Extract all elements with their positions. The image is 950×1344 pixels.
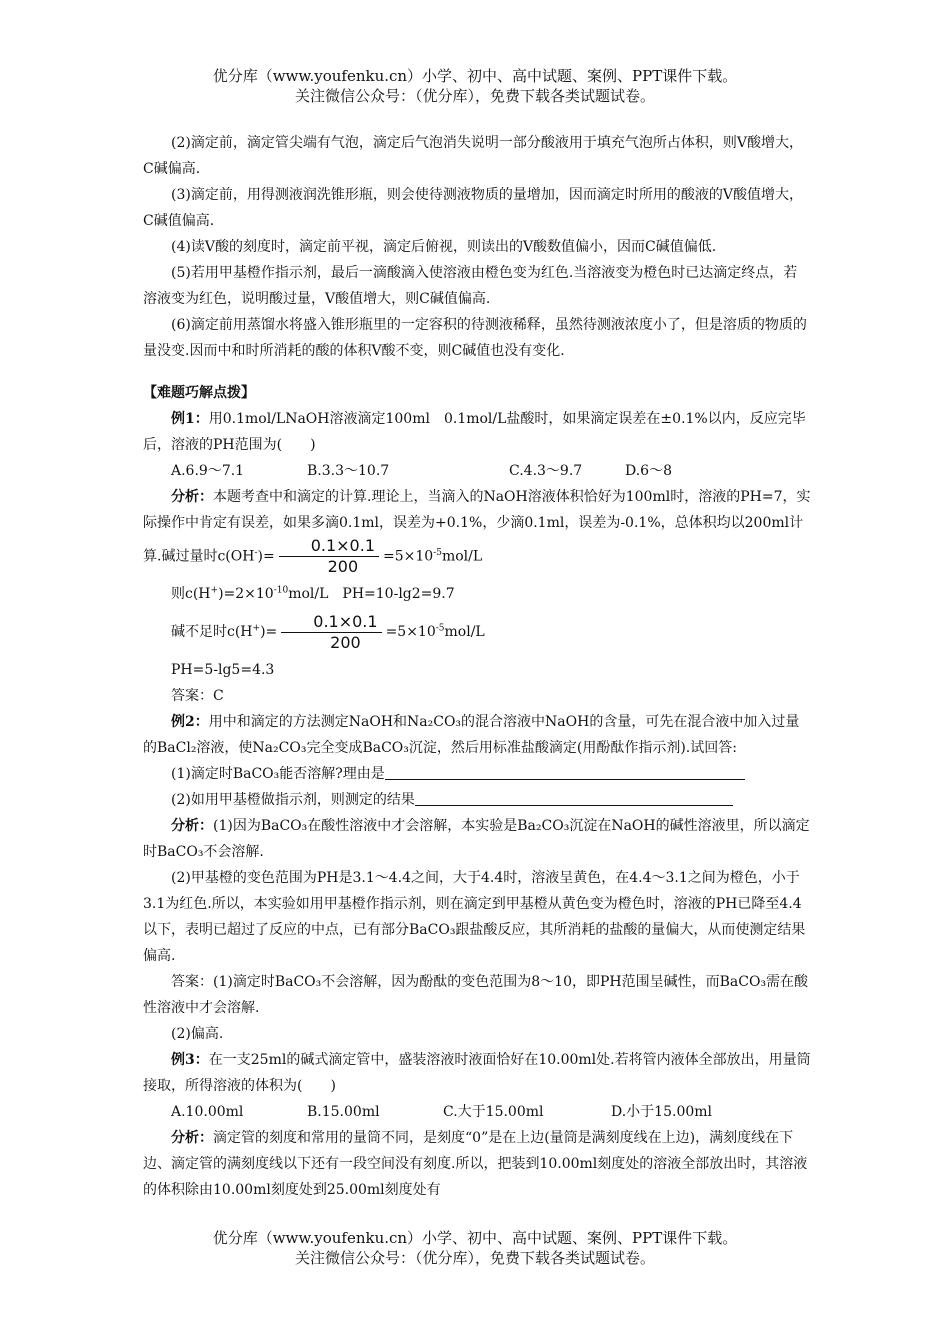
example-3-question <box>143 1047 811 1099</box>
fraction-2-denominator: 200 <box>330 632 361 652</box>
header-line-1: 优分库（www.youfenku.cn）小学、初中、高中试题、案例、PPT课件下载。 <box>212 67 738 85</box>
fraction-2-numerator: 0.1×0.1 <box>281 612 381 633</box>
answer-blank-2[interactable] <box>415 789 733 806</box>
page-footer <box>0 1228 950 1268</box>
example-1-analysis: 分析：本题考查中和滴定的计算.理论上，当滴入的NaOH溶液体积恰好为100ml时，溶液的PH=7，实际操作中肯定有误差，如果多滴0.1ml，误差为+0.1%，少滴0.1ml，误差为-0.1%，总体积均以200ml计算.碱过量时c(OH-)= $\frac{0.1\times 0.1}{200}$ $=5\times 10^{-5}mol/L$ <box>143 489 811 576</box>
paragraph-3: (3)滴定前，用得测液润洗锥形瓶，则会使待测液物质的量增加，因而滴定时所用的酸液的V酸值增大，C碱值偏高. <box>143 187 803 229</box>
example-3-option-a: A.10.00ml <box>171 1104 244 1120</box>
short-line-start: 碱不足时c(H <box>171 624 253 640</box>
example-1-result-1: =5×10 <box>383 548 434 565</box>
example-2-analysis-1 <box>143 813 811 865</box>
h-line-mid: )=2×10 <box>218 586 274 602</box>
example-1-label: 例1： <box>171 411 209 427</box>
example-3-analysis-text: 滴定管的刻度和常用的量筒不同，是刻度“0”是在上边(量筒是满刻度线在上边)，满刻度线在下边、滴定管的满刻度线以下还有一段空间没有刻度.所以，把装到10.00ml刻度处的溶液全部放出时，其溶液的体积除由10.00ml刻度处到25.00ml刻度处有 <box>143 1130 808 1198</box>
answer-blank-1[interactable] <box>385 763 745 780</box>
document-body <box>143 130 811 1203</box>
example-1-options <box>143 458 811 484</box>
example-2-answer-2: (2)偏高. <box>171 1026 224 1042</box>
example-1-result-1-unit: mol/L <box>441 548 483 565</box>
example-3-options <box>143 1099 811 1125</box>
example-1-question <box>143 406 811 458</box>
example-1-option-a: A.6.9～7.1 <box>171 463 245 479</box>
example-3-option-b: B.15.00ml <box>307 1104 380 1120</box>
example-3-option-c: C.大于15.00ml <box>443 1104 544 1120</box>
example-2-q1-text: (1)滴定时BaCO₃能否溶解?理由是 <box>171 766 385 782</box>
footer-line-2: 关注微信公众号：（优分库），免费下载各类试题试卷。 <box>294 1249 655 1267</box>
short-line-mid: )= <box>260 624 278 640</box>
example-1-analysis-label: 分析： <box>171 489 213 505</box>
example-1-option-b: B.3.3～10.7 <box>307 463 390 479</box>
example-2-q2 <box>143 787 811 813</box>
example-2-analysis-label: 分析： <box>171 818 213 834</box>
footer-line-1: 优分库（www.youfenku.cn）小学、初中、高中试题、案例、PPT课件下载。 <box>212 1229 738 1247</box>
example-2-analysis-1-text: (1)因为BaCO₃在酸性溶液中才会溶解，本实验是Ba₂CO₃沉淀在NaOH的碱性溶液里，所以滴定时BaCO₃不会溶解. <box>143 818 810 860</box>
example-2-label: 例2： <box>171 714 209 730</box>
h-line-exp: -10 <box>273 585 289 596</box>
example-1-h-line: 则$c(H^+)=2\times 10^{-10}mol/L$ PH=10-lg2=9.7 <box>171 585 455 602</box>
example-3-analysis <box>143 1125 811 1203</box>
paragraph-2: (2)滴定前，滴定管尖端有气泡，滴定后气泡消失说明一部分酸液用于填充气泡所占体积，则V酸增大，C碱偏高. <box>143 135 803 177</box>
example-1-option-c: C.4.3～9.7 <box>509 463 583 479</box>
example-3-analysis-label: 分析： <box>171 1130 213 1146</box>
example-2-q1 <box>143 761 811 787</box>
h-line-start: 则c(H <box>171 586 211 602</box>
example-2-analysis-2: (2)甲基橙的变色范围为PH是3.1～4.4之间，大于4.4时，溶液呈黄色，在4.4～3.1之间为橙色，小于3.1为红色.所以，本实验如用甲基橙作指示剂，则在滴定到甲基橙从黄色变为橙色时，溶液的PH已降至4.4以下，表明已超过了反应的中点，已有部分BaCO₃跟盐酸反应，其所消耗的盐酸的量偏大，从而使测定结果偏高. <box>143 870 806 964</box>
example-2-q2-text: (2)如用甲基橙做指示剂，则测定的结果 <box>171 792 415 808</box>
paragraph-5: (5)若用甲基橙作指示剂，最后一滴酸滴入使溶液由橙色变为红色.当溶液变为橙色时已达滴定终点，若溶液变为红色，说明酸过量，V酸值增大，则C碱值偏高. <box>143 265 798 307</box>
header-line-2: 关注微信公众号：（优分库），免费下载各类试题试卷。 <box>294 87 655 105</box>
example-2-text: 用中和滴定的方法测定NaOH和Na₂CO₃的混合溶液中NaOH的含量，可先在混合液中加入过量的BaCl₂溶液，使Na₂CO₃完全变成BaCO₃沉淀，然后用标准盐酸滴定(用酚酞作指示剂).试回答: <box>143 714 800 756</box>
example-3-label: 例3： <box>171 1052 209 1068</box>
example-1-ph: PH=5-lg5=4.3 <box>171 662 275 678</box>
example-1-result-2-unit: mol/L <box>444 624 485 640</box>
example-1-analysis-text: 本题考查中和滴定的计算.理论上，当滴入的NaOH溶液体积恰好为100ml时，溶液的PH=7，实际操作中肯定有误差，如果多滴0.1ml，误差为+0.1%，少滴0.1ml，误差为-0.1%，总体积均以200ml计算.碱过量时c(OH <box>143 489 811 565</box>
example-1-result-1-exp: -5 <box>433 547 442 558</box>
example-1-text: 用0.1mol/LNaOH溶液滴定100ml 0.1mol/L盐酸时，如果滴定误差在±0.1%以内，反应完毕后，溶液的PH范围为( ) <box>143 411 806 453</box>
page-header <box>0 66 950 106</box>
fraction-1 <box>279 536 379 577</box>
example-2-question <box>143 709 811 761</box>
example-1-analysis-tail: )= <box>257 548 275 565</box>
fraction-2 <box>281 612 381 653</box>
example-2-answer-1: 答案：(1)滴定时BaCO₃不会溶解，因为酚酞的变色范围为8～10，即PH范围呈碱性，而BaCO₃需在酸性溶液中才会溶解. <box>143 974 809 1016</box>
fraction-1-numerator: 0.1×0.1 <box>279 536 379 557</box>
paragraph-4: (4)读V酸的刻度时，滴定前平视，滴定后俯视，则读出的V酸数值偏小，因而C碱值偏低. <box>171 239 717 255</box>
h-line-end: mol/L PH=10-lg2=9.7 <box>288 586 455 602</box>
example-1-option-d: D.6～8 <box>625 463 672 479</box>
example-3-text: 在一支25ml的碱式滴定管中，盛装溶液时液面恰好在10.00ml处.若将管内液体全部放出，用量筒接取，所得溶液的体积为( ) <box>143 1052 811 1094</box>
fraction-1-denominator: 200 <box>327 557 359 576</box>
paragraph-6: (6)滴定前用蒸馏水将盛入锥形瓶里的一定容积的待测液稀释，虽然待测液浓度小了，但是溶质的物质的量没变.因而中和时所消耗的酸的体积V酸不变，则C碱值也没有变化. <box>143 317 807 359</box>
example-1-short-line: 碱不足时c(H+)= $\frac{0.1\times 0.1}{200}$ $=5\times 10^{-5}mol/L$ <box>171 611 485 652</box>
section-title: 【难题巧解点拨】 <box>143 385 255 401</box>
example-1-result-2-exp: -5 <box>435 623 445 634</box>
example-1-answer: 答案：C <box>171 688 224 704</box>
example-1-result-2: =5×10 <box>385 624 436 640</box>
example-3-option-d: D.小于15.00ml <box>611 1104 713 1120</box>
